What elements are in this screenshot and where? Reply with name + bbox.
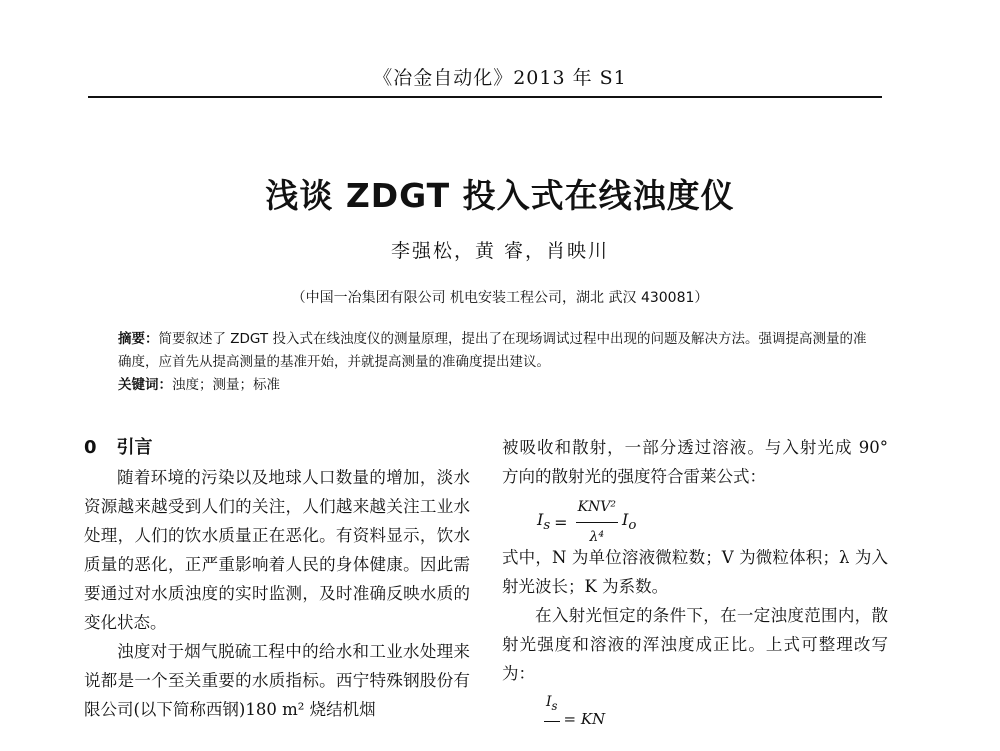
header-rule [88, 96, 882, 98]
formula-lhs: $I_s$ [537, 509, 551, 534]
formula-denominator: λ⁴ [589, 529, 605, 545]
formula-rhs: $I_o$ [622, 509, 637, 534]
abstract-block [118, 328, 878, 397]
paragraph: 浊度对于烟气脱硫工程中的给水和工业水处理来说都是一个至关重要的水质指标。西宁特殊钢股份有限公司(以下简称西钢)180 m² 烧结机烟 [84, 642, 470, 719]
paragraph: 式中，N 为单位溶液微粒数；V 为微粒体积；λ 为入射光波长；K 为系数。 [502, 548, 888, 596]
abstract-label: 摘要： [118, 331, 159, 347]
abstract [118, 328, 878, 374]
keywords [118, 374, 878, 397]
rayleigh-formula: $I_s$ = $\frac{\text{KNV²}}{\text{λ⁴}}$ $I_o$ [502, 491, 888, 543]
authors: 李强松，黄 睿，肖映川 [390, 240, 610, 262]
paragraph: 在入射光恒定的条件下，在一定浊度范围内，散射光强度和溶液的浑浊度成正比。上式可整理改写为： [502, 606, 888, 683]
keywords-label: 关键词： [118, 377, 172, 393]
keywords-text: 浊度；测量；标准 [172, 377, 280, 393]
formula-fraction [576, 493, 618, 552]
right-column [502, 433, 888, 728]
abstract-text: 简要叙述了 ZDGT 投入式在线浊度仪的测量原理，提出了在现场调试过程中出现的问题及解决方法。强调提高测量的准确度，应首先从提高测量的基准开始，并就提高测量的准确度提出建议。 [118, 331, 867, 370]
formula2-numerator: $I_s$ [544, 688, 560, 722]
section-number: 0 [84, 437, 97, 458]
journal-header: 《冶金自动化》2013 年 S1 [373, 67, 627, 89]
article-title: 浅谈 ZDGT 投入式在线浊度仪 [265, 176, 735, 215]
formula2-rhs: = KN [563, 709, 606, 728]
formula2-fraction [544, 688, 560, 751]
left-column [84, 433, 470, 724]
formula-numerator: KNV² [576, 493, 618, 523]
affiliation: （中国一冶集团有限公司 机电安装工程公司，湖北 武汉 430081） [291, 290, 709, 306]
paragraph: 随着环境的污染以及地球人口数量的增加，淡水资源越来越受到人们的关注，人们越来越关注工业水处理，人们的饮水质量正在恶化。有资料显示，饮水质量的恶化，正严重影响着人民的身体健康。因此需要通过对水质浊度的实时监测，及时准确反映水质的变化状态。 [84, 468, 470, 632]
section-heading [84, 433, 470, 463]
simplified-formula [502, 688, 888, 728]
section-title: 引言 [116, 437, 153, 458]
paragraph: 被吸收和散射，一部分透过溶液。与入射光成 90° 方向的散射光的强度符合雷莱公式： [502, 438, 888, 486]
